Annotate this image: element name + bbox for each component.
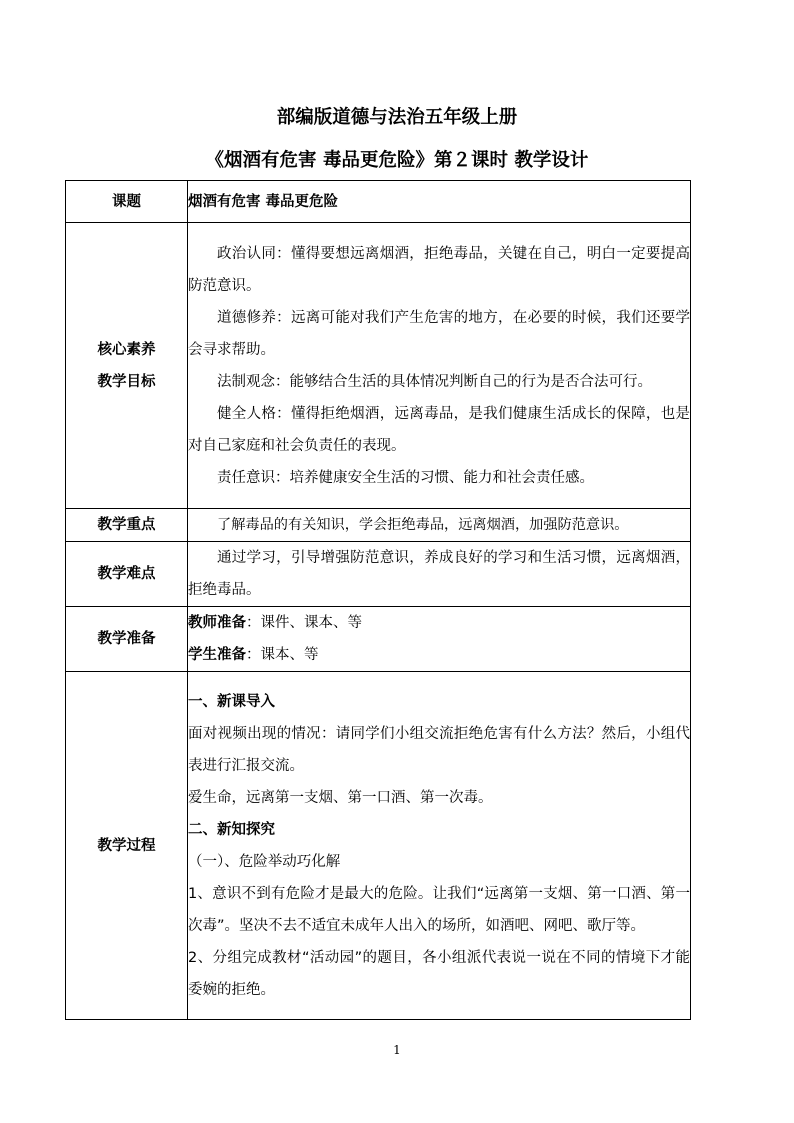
goal-personality: 健全人格：懂得拒绝烟酒，远离毒品，是我们健康生活成长的保障，也是对自己家庭和社会负责任的表现。 (188, 405, 690, 454)
goals-label (66, 223, 188, 509)
focus-label: 教学重点 (66, 509, 188, 542)
process-content (188, 672, 691, 1020)
student-prep-label: 学生准备 (188, 647, 246, 663)
focus-value: 了解毒品的有关知识，学会拒绝毒品，远离烟酒，加强防范意识。 (217, 517, 629, 533)
difficulty-content (188, 542, 691, 607)
page-number: 1 (393, 1043, 401, 1057)
table-row-topic (66, 181, 691, 223)
document-subtitle: 《烟酒有危害 毒品更危险》第２课时 教学设计 (205, 150, 589, 171)
goals-label-line2: 教学目标 (97, 373, 156, 390)
prep-content (188, 607, 691, 672)
process-section-2: 二、新知探究 (188, 821, 275, 838)
process-label: 教学过程 (66, 672, 188, 1020)
teacher-prep (188, 607, 690, 639)
process-paragraph-2: 爱生命，远离第一支烟、第一口酒、第一次毒。 (188, 789, 493, 806)
process-paragraph-3: 1、意识不到有危险才是最大的危险。让我们“远离第一支烟、第一口酒、第一次毒”。坚决不去不适宜未成年人出入的场所，如酒吧、网吧、歌厅等。 (188, 885, 690, 934)
goal-responsibility: 责任意识：培养健康安全生活的习惯、能力和社会责任感。 (217, 469, 594, 486)
teacher-prep-value: ：课件、课本、等 (246, 615, 362, 631)
process-paragraph-4: 2、分组完成教材“活动园”的题目，各小组派代表说一说在不同的情境下才能委婉的拒绝。 (188, 949, 690, 998)
table-row-prep (66, 607, 691, 672)
table-row-process (66, 672, 691, 1020)
student-prep-value: ：课本、等 (246, 647, 319, 663)
goal-law: 法制观念：能够结合生活的具体情况判断自己的行为是否合法可行。 (217, 373, 652, 390)
difficulty-value: 通过学习，引导增强防范意识，养成良好的学习和生活习惯，远离烟酒，拒绝毒品。 (188, 550, 690, 598)
prep-label: 教学准备 (66, 607, 188, 672)
topic-value: 烟酒有危害 毒品更危险 (188, 181, 691, 223)
student-prep (188, 639, 690, 671)
goals-label-line1: 核心素养 (97, 341, 156, 358)
process-section-1: 一、新课导入 (188, 693, 275, 710)
table-row-difficulty (66, 542, 691, 607)
table-row-goals (66, 223, 691, 509)
process-subsection-1: （一）、危险举动巧化解 (188, 853, 341, 870)
process-paragraph-1: 面对视频出现的情况：请同学们小组交流拒绝危害有什么方法？然后，小组代表进行汇报交流。 (188, 725, 690, 774)
teacher-prep-label: 教师准备 (188, 615, 246, 631)
lesson-plan-table (65, 180, 691, 1020)
difficulty-label: 教学难点 (66, 542, 188, 607)
document-title: 部编版道德与法治五年级上册 (276, 107, 518, 128)
goal-moral: 道德修养：远离可能对我们产生危害的地方，在必要的时候，我们还要学会寻求帮助。 (188, 309, 690, 358)
goals-content (188, 223, 691, 509)
table-row-focus (66, 509, 691, 542)
focus-content (188, 509, 691, 542)
goal-political: 政治认同：懂得要想远离烟酒，拒绝毒品，关键在自己，明白一定要提高防范意识。 (188, 245, 690, 294)
topic-label: 课题 (66, 181, 188, 223)
